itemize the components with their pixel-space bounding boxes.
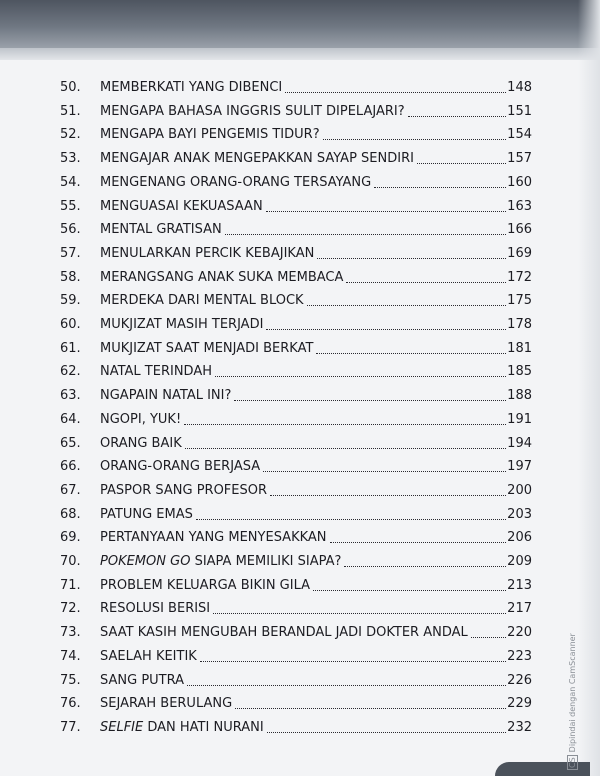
toc-leader-dots	[270, 495, 506, 496]
toc-entry-title-text: MENGENANG ORANG-ORANG TERSAYANG	[100, 174, 372, 190]
toc-leader-dots	[235, 708, 506, 709]
toc-leader-dots	[266, 211, 506, 212]
toc-leader-dots	[213, 613, 506, 614]
toc-entry-title	[100, 124, 320, 146]
toc-entry-number: 59.	[60, 293, 81, 309]
toc-leader-dots	[374, 187, 506, 188]
toc-entry-title-text: PROBLEM KELUARGA BIKIN GILA	[100, 577, 311, 593]
toc-entry-title	[100, 148, 414, 170]
toc-entry-title	[100, 575, 310, 597]
toc-entry-title	[100, 456, 260, 478]
toc-entry	[60, 148, 532, 170]
toc-entry-title	[100, 646, 197, 668]
toc-entry-number: 75.	[60, 672, 81, 688]
toc-entry-title	[100, 598, 210, 620]
page-right-edge	[578, 0, 600, 776]
toc-entry-number: 76.	[60, 696, 81, 712]
toc-entry-title	[100, 480, 267, 502]
toc-entry-page-number: 223	[507, 648, 532, 664]
toc-entry-title-text: MEMBERKATI YANG DIBENCI	[100, 80, 283, 95]
toc-entry-number: 55.	[60, 198, 81, 214]
toc-entry-number: 73.	[60, 625, 81, 641]
toc-leader-dots	[323, 139, 506, 140]
toc-entry-number: 66.	[60, 459, 81, 475]
toc-entry	[60, 314, 532, 336]
toc-entry-page-number: 163	[507, 198, 532, 214]
toc-entry-title	[100, 243, 314, 265]
toc-leader-dots	[185, 448, 506, 449]
toc-entry-title	[100, 433, 182, 455]
toc-entry-number: 58.	[60, 269, 81, 285]
toc-entry-page-number: 148	[507, 80, 532, 95]
toc-entry	[60, 646, 532, 668]
toc-entry-title-text: PASPOR SANG PROFESOR	[100, 482, 268, 498]
toc-entry-page-number: 151	[507, 103, 532, 119]
toc-entry	[60, 598, 532, 620]
toc-entry-title-text: MERDEKA DARI MENTAL BLOCK	[100, 293, 304, 309]
toc-entry-number: 74.	[60, 648, 81, 664]
toc-entry-number: 57.	[60, 245, 81, 261]
toc-entry	[60, 361, 532, 383]
toc-entry	[60, 290, 532, 312]
toc-entry-page-number: 194	[507, 435, 532, 451]
toc-entry-title-text: MENGUASAI KEKUASAAN	[100, 198, 263, 214]
toc-leader-dots	[200, 661, 506, 662]
toc-entry-title	[100, 504, 193, 526]
toc-entry-title	[100, 527, 327, 549]
toc-entry-title	[100, 77, 282, 99]
toc-entry-title-text: MUKJIZAT SAAT MENJADI BERKAT	[100, 340, 314, 356]
toc-leader-dots	[471, 637, 506, 638]
toc-entry-title-text: SEJARAH BERULANG	[100, 696, 233, 712]
toc-leader-dots	[187, 685, 506, 686]
toc-entry-page-number: 185	[507, 364, 532, 380]
toc-entry-page-number: 213	[507, 577, 532, 593]
toc-entry-number: 63.	[60, 388, 81, 404]
toc-entry-number: 71.	[60, 577, 81, 593]
toc-leader-dots	[408, 116, 506, 117]
toc-entry-page-number: 157	[507, 151, 532, 167]
toc-entry-title-text: ORANG-ORANG BERJASA	[100, 459, 261, 475]
toc-entry	[60, 456, 532, 478]
toc-entry-number: 67.	[60, 482, 81, 498]
toc-entry-number: 56.	[60, 222, 81, 238]
toc-entry-title-text: MENGAPA BAYI PENGEMIS TIDUR?	[100, 127, 320, 143]
toc-entry-title-text: RESOLUSI BERISI	[100, 601, 211, 617]
toc-entry-number: 62.	[60, 364, 81, 380]
toc-entry-title	[100, 670, 184, 692]
toc-entry-page-number: 197	[507, 459, 532, 475]
toc-entry-page-number: 166	[507, 222, 532, 238]
toc-entry	[60, 551, 532, 573]
toc-entry-number: 77.	[60, 719, 81, 735]
toc-entry-title-text: MENGAJAR ANAK MENGEPAKKAN SAYAP SENDIRI	[100, 151, 414, 167]
toc-entry-title	[100, 551, 341, 573]
toc-entry-title-italic: POKEMON GO	[100, 554, 191, 569]
toc-entry-number: 51.	[60, 103, 81, 119]
toc-entry-title-text: NATAL TERINDAH	[100, 364, 213, 380]
toc-leader-dots	[346, 282, 506, 283]
toc-entry-page-number: 220	[507, 625, 532, 641]
toc-leader-dots	[313, 590, 506, 591]
scan-top-shadow	[0, 0, 600, 48]
toc-entry-page-number: 160	[507, 174, 532, 190]
toc-entry-page-number: 232	[507, 719, 532, 735]
toc-entry	[60, 480, 532, 502]
toc-entry-number: 70.	[60, 554, 81, 569]
toc-leader-dots	[225, 234, 506, 235]
toc-leader-dots	[234, 400, 506, 401]
toc-leader-dots	[196, 519, 506, 520]
toc-leader-dots	[266, 329, 506, 330]
toc-entry-title	[100, 219, 222, 241]
toc-entry-number: 69.	[60, 530, 81, 546]
toc-entry-page-number: 175	[507, 293, 532, 309]
toc-entry-page-number: 178	[507, 317, 532, 332]
toc-leader-dots	[267, 732, 506, 733]
toc-entry-title	[100, 385, 231, 407]
toc-entry	[60, 124, 532, 146]
toc-entry-title-text: DAN HATI NURANI	[143, 719, 264, 735]
toc-leader-dots	[285, 92, 506, 93]
toc-entry-title	[100, 314, 263, 336]
toc-entry	[60, 385, 532, 407]
toc-entry-title	[100, 267, 343, 289]
toc-entry	[60, 338, 532, 360]
toc-entry	[60, 504, 532, 526]
toc-entry-title-text: PERTANYAAN YANG MENYESAKKAN	[100, 530, 327, 546]
camscanner-logo-icon: CS	[568, 757, 577, 768]
toc-leader-dots	[316, 353, 506, 354]
toc-entry	[60, 527, 532, 549]
camscanner-text: Dipindai dengan CamScanner	[568, 633, 577, 753]
toc-entry-page-number: 188	[507, 388, 532, 404]
toc-entry-title-text: SAAT KASIH MENGUBAH BERANDAL JADI DOKTER ANDAL	[100, 625, 468, 641]
toc-entry	[60, 670, 532, 692]
toc-entry-title	[100, 338, 313, 360]
toc-entry-title	[100, 717, 264, 739]
toc-entry-number: 50.	[60, 80, 81, 95]
toc-entry	[60, 693, 532, 715]
toc-entry	[60, 575, 532, 597]
toc-entry-title-text: MERANGSANG ANAK SUKA MEMBACA	[100, 269, 344, 285]
toc-entry-title	[100, 409, 181, 431]
toc-entry-title-text: ORANG BAIK	[100, 435, 182, 451]
toc-entry-title	[100, 101, 405, 123]
toc-entry-number: 64.	[60, 411, 81, 427]
toc-entry	[60, 622, 532, 644]
toc-entry-title-italic: SELFIE	[100, 719, 144, 735]
toc-entry-page-number: 217	[507, 601, 532, 617]
toc-entry-page-number: 191	[507, 411, 532, 427]
toc-entry-page-number: 209	[507, 554, 532, 569]
toc-entry	[60, 717, 532, 739]
toc-entry-title-text: MENULARKAN PERCIK KEBAJIKAN	[100, 245, 315, 261]
toc-leader-dots	[344, 566, 506, 567]
toc-entry	[60, 409, 532, 431]
toc-entry-page-number: 154	[507, 127, 532, 143]
toc-leader-dots	[184, 424, 506, 425]
toc-entry-title	[100, 290, 304, 312]
toc-leader-dots	[417, 163, 506, 164]
toc-entry-title-text: PATUNG EMAS	[100, 506, 193, 522]
toc-entry-page-number: 229	[507, 696, 532, 712]
toc-entry-title	[100, 622, 468, 644]
toc-entry-number: 53.	[60, 151, 81, 167]
toc-leader-dots	[330, 542, 506, 543]
toc-entry-number: 60.	[60, 317, 81, 332]
toc-entry-title-text: NGOPI, YUK!	[100, 411, 182, 427]
toc-entry	[60, 243, 532, 265]
toc-entry-number: 52.	[60, 127, 81, 143]
toc-entry	[60, 172, 532, 194]
toc-entry	[60, 77, 532, 99]
toc-entry-title-text: MENTAL GRATISAN	[100, 222, 222, 238]
toc-entry-title	[100, 361, 212, 383]
toc-entry-page-number: 172	[507, 269, 532, 285]
toc-entry-number: 72.	[60, 601, 81, 617]
toc-entry-title-text: NGAPAIN NATAL INI?	[100, 388, 232, 404]
toc-entry	[60, 219, 532, 241]
toc-entry-title	[100, 693, 232, 715]
toc-entry-title-text: SAELAH KEITIK	[100, 648, 197, 664]
camscanner-watermark	[568, 633, 577, 770]
toc-entry-number: 65.	[60, 435, 81, 451]
toc-leader-dots	[215, 376, 506, 377]
toc-entry-number: 61.	[60, 340, 81, 356]
toc-entry-title-text: SIAPA MEMILIKI SIAPA?	[190, 554, 342, 569]
toc-entry-title	[100, 196, 263, 218]
toc-entry-title-text: MENGAPA BAHASA INGGRIS SULIT DIPELAJARI?	[100, 103, 405, 119]
toc-entry-title-text: SANG PUTRA	[100, 672, 185, 688]
toc-entry-page-number: 226	[507, 672, 532, 688]
toc-entry-page-number: 181	[507, 340, 532, 356]
toc-entry-number: 54.	[60, 174, 81, 190]
toc-leader-dots	[317, 258, 506, 259]
toc-entry	[60, 101, 532, 123]
toc-entry-page-number: 169	[507, 245, 532, 261]
toc-entry-title	[100, 172, 371, 194]
toc-entry-page-number: 206	[507, 530, 532, 546]
toc-entry	[60, 267, 532, 289]
toc-entry-number: 68.	[60, 506, 81, 522]
toc-entry-page-number: 200	[507, 482, 532, 498]
toc-entry	[60, 196, 532, 218]
toc-entry-page-number: 203	[507, 506, 532, 522]
toc-leader-dots	[307, 305, 506, 306]
toc-leader-dots	[263, 471, 506, 472]
toc-entry-title-text: MUKJIZAT MASIH TERJADI	[100, 317, 264, 332]
toc-entry	[60, 433, 532, 455]
